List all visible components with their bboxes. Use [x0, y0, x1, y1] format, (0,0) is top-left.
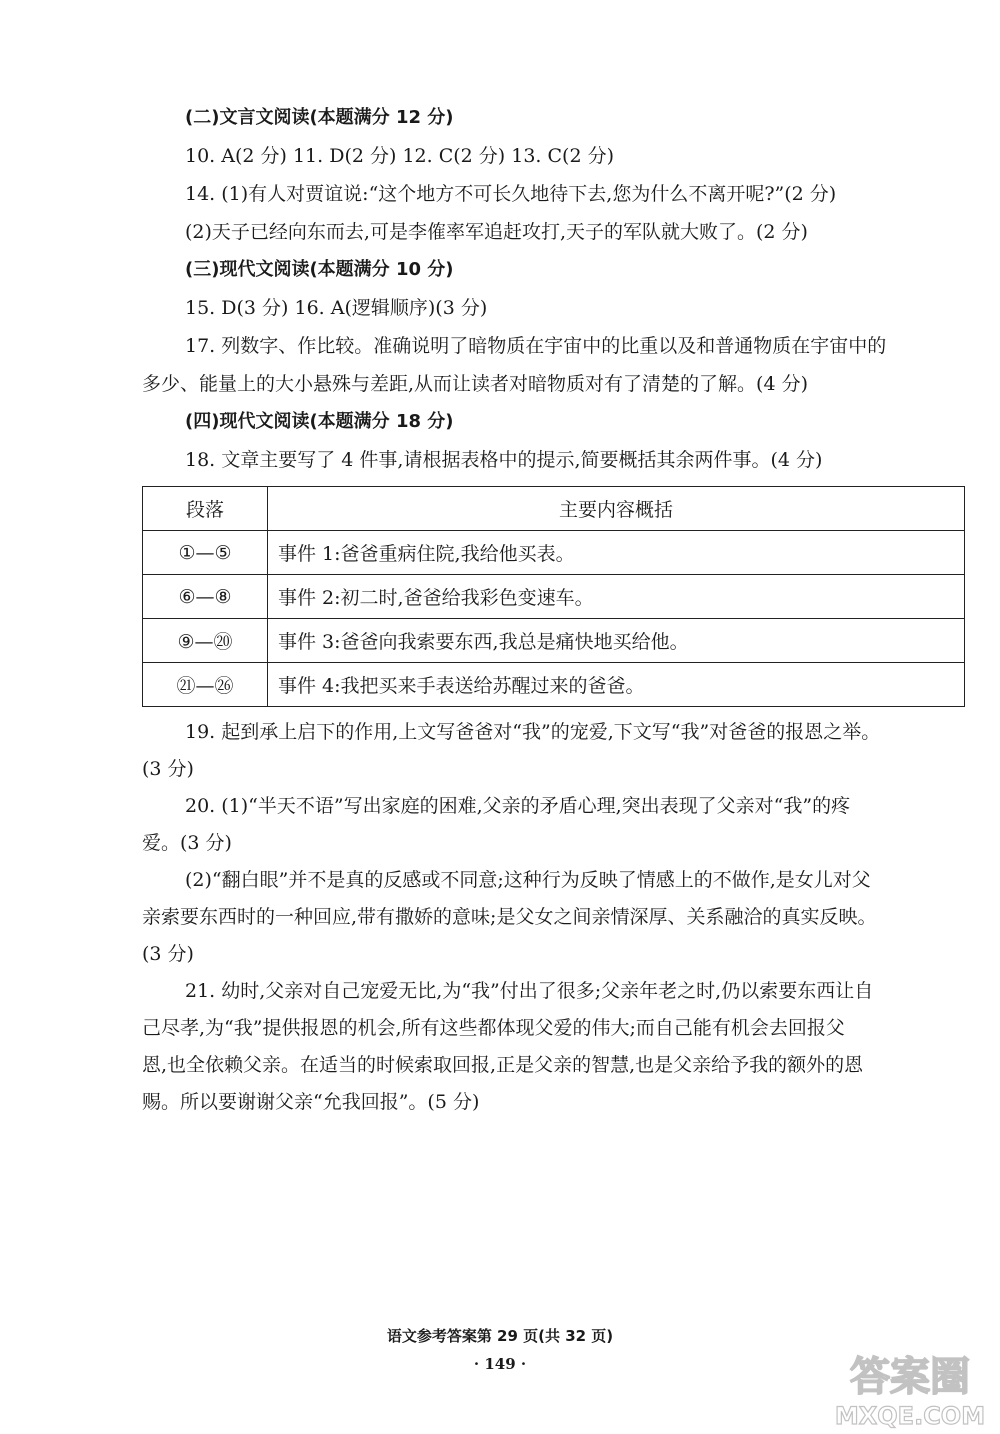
page-footer-title: 语文参考答案第 29 页(共 32 页)	[386, 1327, 614, 1345]
event-summary-table	[142, 486, 965, 707]
table-row	[143, 531, 965, 575]
section-4-title: (四)现代文阅读(本题满分 18 分)	[185, 411, 454, 432]
row-content: 事件 3:爸爸向我索要东西,我总是痛快地买给他。	[268, 619, 965, 663]
answer-21-line4: 赐。所以要谢谢父亲“允我回报”。(5 分)	[142, 1091, 480, 1113]
answer-14-1: 14. (1)有人对贾谊说:“这个地方不可长久地待下去,您为什么不离开呢?”(2 分)	[185, 183, 837, 205]
table-header-row	[143, 487, 965, 531]
answer-21-line2: 己尽孝,为“我”提供报恩的机会,所有这些都体现父爱的伟大;而自己能有机会去回报父	[142, 1017, 845, 1039]
row-content: 事件 1:爸爸重病住院,我给他买表。	[268, 531, 965, 575]
answer-15-16: 15. D(3 分) 16. A(逻辑顺序)(3 分)	[185, 297, 488, 319]
watermark-logo-text: 答案圈	[850, 1354, 970, 1400]
answer-20-line2: 爱。(3 分)	[142, 832, 232, 854]
row-paragraph: ⑥—⑧	[143, 575, 268, 619]
table-row	[143, 663, 965, 707]
answer-19-line2: (3 分)	[142, 758, 194, 780]
section-3-title: (三)现代文阅读(本题满分 10 分)	[185, 259, 454, 280]
answer-20-line5: (3 分)	[142, 943, 194, 965]
header-content: 主要内容概括	[268, 487, 965, 531]
answer-18: 18. 文章主要写了 4 件事,请根据表格中的提示,简要概括其余两件事。(4 分)	[185, 449, 823, 471]
row-paragraph: ⑨—⑳	[143, 619, 268, 663]
answer-14-2: (2)天子已经向东而去,可是李傕率军追赶攻打,天子的军队就大败了。(2 分)	[185, 221, 808, 243]
row-content: 事件 2:初二时,爸爸给我彩色变速车。	[268, 575, 965, 619]
answer-17-line2: 多少、能量上的大小悬殊与差距,从而让读者对暗物质对有了清楚的了解。(4 分)	[142, 373, 808, 395]
watermark-logo	[828, 1340, 993, 1430]
answer-20-line4: 亲索要东西时的一种回应,带有撒娇的意味;是父女之间亲情深厚、关系融洽的真实反映。	[142, 906, 877, 928]
row-paragraph: ㉑—㉖	[143, 663, 268, 707]
watermark-url-text: MXQE.COM	[834, 1402, 986, 1430]
answer-19-line1: 19. 起到承上启下的作用,上文写爸爸对“我”的宠爱,下文写“我”对爸爸的报恩之举。	[185, 721, 881, 743]
answer-17-line1: 17. 列数字、作比较。准确说明了暗物质在宇宙中的比重以及和普通物质在宇宙中的	[185, 335, 887, 357]
section-2-title: (二)文言文阅读(本题满分 12 分)	[185, 107, 454, 128]
header-paragraph: 段落	[143, 487, 268, 531]
page-number: · 149 ·	[473, 1355, 527, 1373]
answer-10-13: 10. A(2 分) 11. D(2 分) 12. C(2 分) 13. C(2 分)	[185, 145, 614, 167]
table-row	[143, 619, 965, 663]
answer-20-line3: (2)“翻白眼”并不是真的反感或不同意;这种行为反映了情感上的不做作,是女儿对父	[185, 869, 871, 891]
row-paragraph: ①—⑤	[143, 531, 268, 575]
answer-20-line1: 20. (1)“半天不语”写出家庭的困难,父亲的矛盾心理,突出表现了父亲对“我”的疼	[185, 795, 851, 817]
table-row	[143, 575, 965, 619]
answer-21-line3: 恩,也全依赖父亲。在适当的时候索取回报,正是父亲的智慧,也是父亲给予我的额外的恩	[142, 1054, 864, 1076]
answer-21-line1: 21. 幼时,父亲对自己宠爱无比,为“我”付出了很多;父亲年老之时,仍以索要东西让自	[185, 980, 874, 1002]
row-content: 事件 4:我把买来手表送给苏醒过来的爸爸。	[268, 663, 965, 707]
